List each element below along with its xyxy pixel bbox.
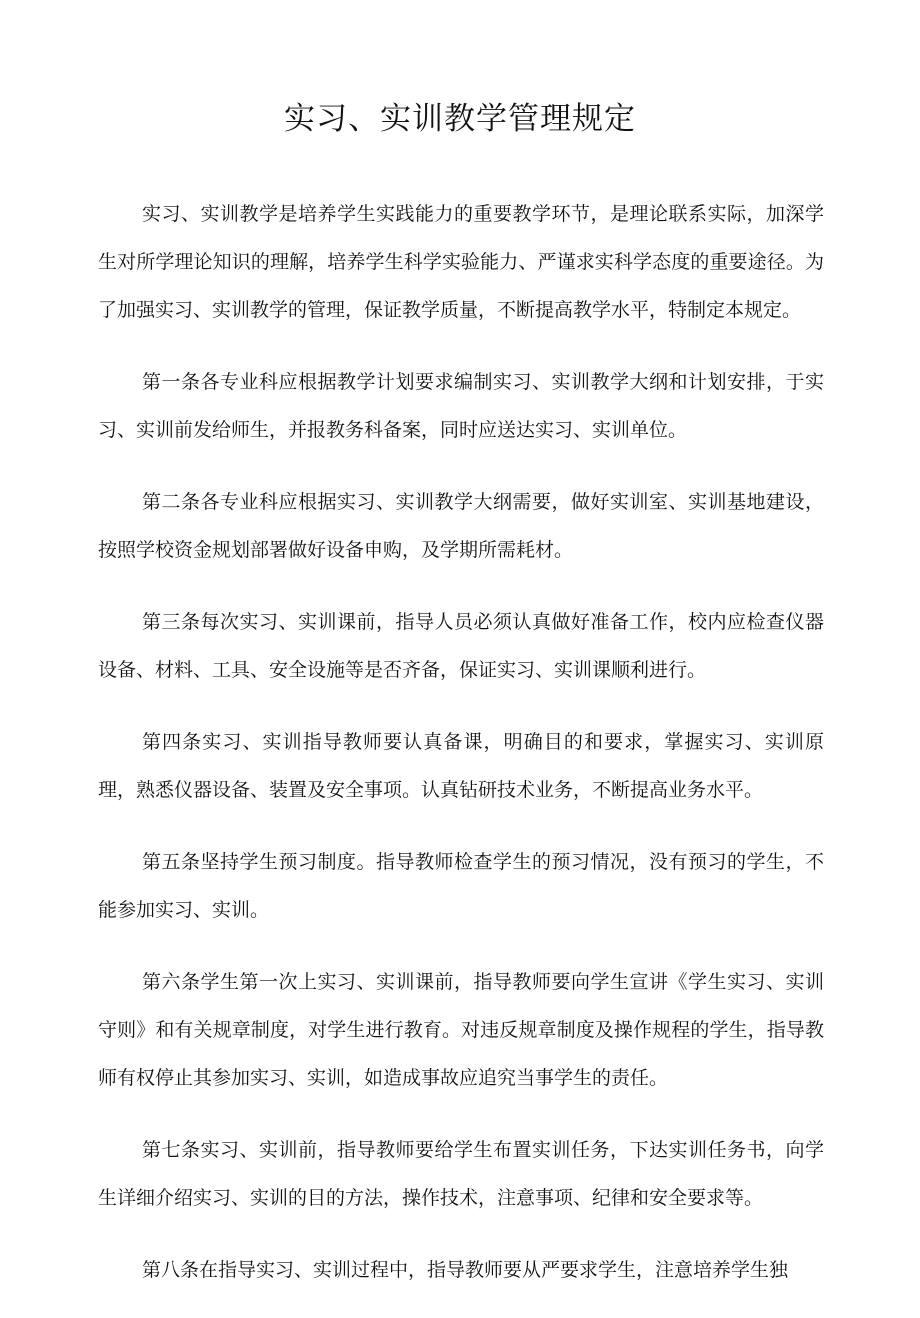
paragraph-article-4: 第四条实习、实训指导教师要认真备课，明确目的和要求，掌握实习、实训原理，熟悉仪器设备、装置及安全事项。认真钻研技术业务，不断提高业务水平。	[98, 731, 824, 801]
paragraph-article-7: 第七条实习、实训前，指导教师要给学生布置实训任务，下达实训任务书，向学生详细介绍实习、实训的目的方法，操作技术，注意事项、纪律和安全要求等。	[98, 1139, 824, 1209]
paragraph-article-8: 第八条在指导实习、实训过程中，指导教师要从严要求学生，注意培养学生独	[142, 1259, 789, 1281]
paragraph-article-3: 第三条每次实习、实训课前，指导人员必须认真做好准备工作，校内应检查仪器设备、材料、工具、安全设施等是否齐备，保证实习、实训课顺利进行。	[98, 611, 824, 681]
page-title: 实习、实训教学管理规定	[284, 101, 636, 137]
paragraph-article-6: 第六条学生第一次上实习、实训课前，指导教师要向学生宣讲《学生实习、实训守则》和有关规章制度，对学生进行教育。对违反规章制度及操作规程的学生，指导教师有权停止其参加实习、实训，如造成事故应追究当事学生的责任。	[98, 971, 824, 1089]
paragraph-article-1: 第一条各专业科应根据教学计划要求编制实习、实训教学大纲和计划安排，于实习、实训前发给师生，并报教务科备案，同时应送达实习、实训单位。	[98, 371, 824, 441]
paragraph-article-2: 第二条各专业科应根据实习、实训教学大纲需要，做好实训室、实训基地建设，按照学校资金规划部署做好设备申购，及学期所需耗材。	[98, 491, 824, 561]
document-body	[98, 190, 824, 1318]
paragraph-article-5: 第五条坚持学生预习制度。指导教师检查学生的预习情况，没有预习的学生，不能参加实习、实训。	[98, 851, 824, 921]
paragraph-intro: 实习、实训教学是培养学生实践能力的重要教学环节，是理论联系实际，加深学生对所学理论知识的理解，培养学生科学实验能力、严谨求实科学态度的重要途径。为了加强实习、实训教学的管理，保证教学质量，不断提高教学水平，特制定本规定。	[98, 203, 824, 321]
